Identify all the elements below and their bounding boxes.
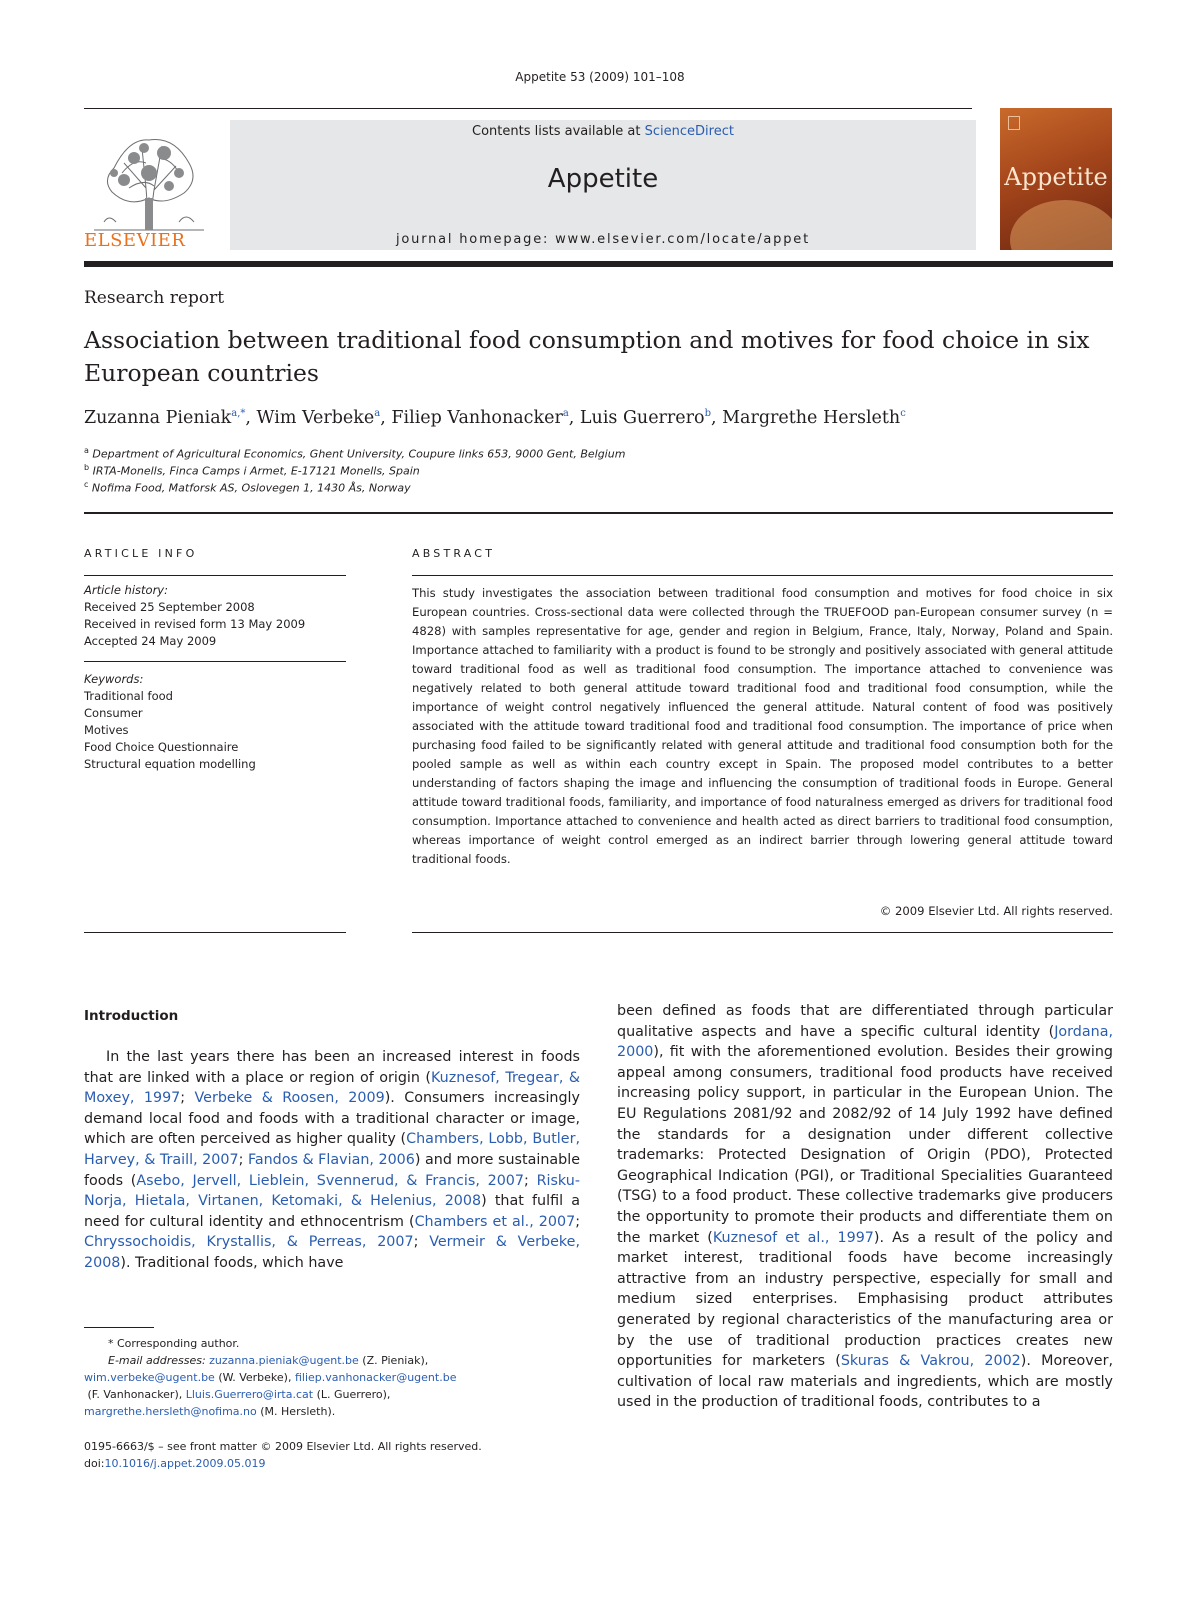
introduction-heading: Introduction <box>84 1008 179 1024</box>
abstract-rule <box>412 932 1113 933</box>
doi-label: doi: <box>84 1457 105 1470</box>
email-line <box>84 1386 584 1403</box>
cover-title: Appetite <box>1004 163 1108 191</box>
author-name[interactable]: Wim Verbeke <box>256 408 375 428</box>
citation-link[interactable]: Fandos & Flavian, 2006 <box>247 1151 415 1168</box>
author-name[interactable]: Filiep Vanhonacker <box>391 408 563 428</box>
author-separator: , <box>380 408 392 428</box>
email-owner: (M. Hersleth). <box>256 1405 336 1418</box>
keyword-item: Food Choice Questionnaire <box>84 740 239 754</box>
body-text: ; <box>238 1151 248 1168</box>
citation-link[interactable]: Chambers, Lobb, Butler, Harvey, & Traill, 2007 <box>84 1131 580 1168</box>
citation-link[interactable]: Skuras & Vakrou, 2002 <box>840 1353 1021 1370</box>
email-link[interactable]: filiep.vanhonacker@ugent.be <box>294 1371 457 1384</box>
history-item: Received in revised form 13 May 2009 <box>84 617 306 631</box>
history-item: Received 25 September 2008 <box>84 600 255 614</box>
affiliation-text: IRTA-Monells, Finca Camps i Armet, E-17121 Monells, Spain <box>92 464 420 478</box>
email-link[interactable]: zuzanna.pieniak@ugent.be <box>209 1354 359 1367</box>
email-line <box>84 1369 584 1386</box>
corresponding-author-footnote <box>84 1335 584 1420</box>
author-name[interactable]: Luis Guerrero <box>579 408 705 428</box>
keyword-item: Traditional food <box>84 689 173 703</box>
history-heading: Article history: <box>84 583 168 597</box>
corresponding-author-note: * Corresponding author. <box>108 1337 240 1350</box>
keyword-item: Consumer <box>84 706 143 720</box>
header-rule <box>84 108 972 109</box>
affiliation-text: Department of Agricultural Economics, Ghent University, Coupure links 653, 9000 Gent, Belgium <box>92 447 626 461</box>
body-text: ; <box>180 1090 195 1107</box>
body-text: been defined as foods that are differentiated through particular qualitative aspects and have a specific cultural identity ( <box>617 1003 1113 1040</box>
journal-homepage[interactable]: journal homepage: www.elsevier.com/locate/appet <box>396 232 810 247</box>
contents-line <box>230 124 976 139</box>
paper-title: Association between traditional food consumption and motives for food choice in six European countries <box>84 326 1090 387</box>
affiliation-marker: b <box>84 463 90 472</box>
body-text: ). Consumers increasingly demand local food and foods with a traditional character or image, which are often perceived as higher quality ( <box>84 1090 580 1148</box>
front-matter <box>84 1438 584 1472</box>
citation-link[interactable]: Asebo, Jervell, Lieblein, Svennerud, & Francis, 2007 <box>136 1172 525 1189</box>
introduction-left-column <box>84 1047 580 1274</box>
body-text: ). As a result of the policy and market interest, traditional foods have become increasingly attractive from an industry perspective, especially for small and medium sized enterprises. Emphasising product attributes generated by regional characteristics of the manufacturing area or by the use of traditional production practices creates new opportunities for marketers ( <box>617 1229 1113 1370</box>
body-text: ) that fulfil a need for cultural identity and ethnocentrism ( <box>84 1193 580 1230</box>
front-matter-line: 0195-6663/$ – see front matter © 2009 Elsevier Ltd. All rights reserved. <box>84 1440 482 1453</box>
history-item: Accepted 24 May 2009 <box>84 634 217 648</box>
masthead-rule <box>84 261 1113 267</box>
author-affiliation-marker[interactable]: b <box>704 408 711 420</box>
body-text: ). Traditional foods, which have <box>120 1254 344 1271</box>
affiliation-marker: a <box>84 446 89 455</box>
email-owner: (F. Vanhonacker), <box>87 1388 186 1401</box>
citation-link[interactable]: Kuznesof et al., 1997 <box>712 1229 874 1246</box>
introduction-paragraph <box>84 1047 580 1274</box>
abstract-label: ABSTRACT <box>412 547 496 560</box>
footnote-rule <box>84 1327 154 1328</box>
email-owner: (Z. Pieniak), <box>358 1354 429 1367</box>
email-line <box>84 1403 584 1420</box>
abstract-rule <box>412 575 1113 576</box>
citation-link[interactable]: Vermeir & Verbeke, 2008 <box>84 1234 580 1271</box>
email-link[interactable]: Lluis.Guerrero@irta.cat <box>185 1388 314 1401</box>
author-name[interactable]: Zuzanna Pieniak <box>84 408 232 428</box>
journal-citation: Appetite 53 (2009) 101–108 <box>515 70 685 84</box>
affiliation-text: Nofima Food, Matforsk AS, Oslovegen 1, 1430 Ås, Norway <box>91 481 411 495</box>
doi-line <box>84 1455 584 1472</box>
author-name[interactable]: Margrethe Hersleth <box>722 408 901 428</box>
journal-title: Appetite <box>547 164 659 194</box>
citation-link[interactable]: Chambers et al., 2007 <box>414 1213 576 1230</box>
citation-link[interactable]: Verbeke & Roosen, 2009 <box>194 1090 385 1107</box>
body-text: ; <box>524 1172 537 1189</box>
introduction-right-column <box>617 1001 1113 1413</box>
body-text: ; <box>575 1213 581 1230</box>
cover-emblem-icon <box>1008 116 1020 130</box>
author-affiliation-marker[interactable]: a <box>374 408 381 420</box>
author-list <box>84 408 1114 428</box>
journal-cover-image <box>1000 108 1112 250</box>
email-line <box>84 1352 584 1369</box>
sciencedirect-link[interactable]: ScienceDirect <box>644 124 734 139</box>
body-text: ), fit with the aforementioned evolution. Besides their growing appeal among consumers, traditional food products have received increasing policy support, in particular in the European Union. The EU Regulations 2081/92 and 2082/92 of 14 July 1992 have defined the standards for a designation under different collective trademarks: Protected Designation of Origin (PDO), Protected Geographical Indication (PGI), or Traditional Specialities Guaranteed (TSG) to a food product. These collective trademarks give producers the opportunity to promote their products and differentiate them on the market ( <box>617 1044 1113 1246</box>
email-label: E-mail addresses: <box>108 1354 210 1367</box>
keywords-heading: Keywords: <box>84 672 144 686</box>
article-info-rule <box>84 575 346 576</box>
affiliation <box>84 446 625 461</box>
abstract-text: This study investigates the association between traditional food consumption and motives for food choice in six European countries. Cross-sectional data were collected through the TRUEFOOD pan-European consumer survey (n = 4828) with samples representative for age, gender and region in Belgium, France, Italy, Norway, Poland and Spain. Importance attached to familiarity with a product is found to be strongly and positively associated with general attitude toward traditional food as well as traditional food consumption. The importance attached to convenience was negatively related to both general attitude toward traditional food and traditional food consumption, while the importance of weight control negatively influenced the general attitude. Natural content of food was positively associated with the attitude toward traditional food and traditional food consumption. The importance of price when purchasing food failed to be significantly related with general attitude and traditional food consumption both for the pooled sample as well as within each country except in Spain. The proposed model contributes to a better understanding of factors shaping the image and influencing the consumption of traditional foods in Europe. General attitude toward traditional foods, familiarity, and importance of food naturalness emerged as drivers for traditional food consumption. Importance attached to convenience and health acted as direct barriers to traditional food consumption, whereas importance of weight control emerged as an indirect barrier through lowering general attitude toward traditional foods. <box>412 586 1113 866</box>
author-affiliation-marker[interactable]: c <box>900 408 906 420</box>
keyword-item: Structural equation modelling <box>84 757 256 771</box>
journal-masthead <box>230 120 976 250</box>
author-separator: , <box>245 408 257 428</box>
citation-link[interactable]: Risku-Norja, Hietala, Virtanen, Ketomaki, & Helenius, 2008 <box>84 1172 580 1210</box>
body-text: In the last years there has been an increased interest in foods that are linked with a place or region of origin ( <box>84 1049 580 1086</box>
cover-decoration <box>1010 200 1112 250</box>
email-owner: (W. Verbeke), <box>214 1371 295 1384</box>
keywords <box>84 671 346 773</box>
affiliation <box>84 480 411 495</box>
article-history <box>84 582 346 650</box>
article-type: Research report <box>84 288 225 308</box>
email-link[interactable]: margrethe.hersleth@nofima.no <box>84 1405 257 1418</box>
affiliation-marker: c <box>84 480 89 489</box>
author-separator: , <box>568 408 580 428</box>
article-info-rule <box>84 661 346 662</box>
author-separator: , <box>710 408 723 428</box>
article-info-label: ARTICLE INFO <box>84 547 198 560</box>
section-rule <box>84 512 1113 514</box>
article-info-rule <box>84 932 346 933</box>
doi-link[interactable]: 10.1016/j.appet.2009.05.019 <box>104 1457 266 1470</box>
author-affiliation-marker[interactable]: a,* <box>231 408 246 420</box>
citation-link[interactable]: Chryssochoidis, Krystallis, & Perreas, 2007 <box>84 1234 414 1251</box>
citation-link[interactable]: Kuznesof, Tregear, & Moxey, 1997 <box>84 1069 580 1107</box>
citation-link[interactable]: Jordana, 2000 <box>617 1023 1113 1061</box>
abstract-copyright: © 2009 Elsevier Ltd. All rights reserved. <box>879 904 1113 918</box>
body-text: ) and more sustainable foods ( <box>84 1151 580 1189</box>
author-affiliation-marker[interactable]: a <box>562 408 569 420</box>
elsevier-wordmark: ELSEVIER <box>84 230 186 251</box>
body-text: ; <box>413 1234 430 1251</box>
body-text: ). Moreover, cultivation of local raw materials and ingredients, which are mostly used in the production of traditional foods, contributes to a <box>617 1353 1113 1411</box>
email-owner: (L. Guerrero), <box>313 1388 391 1401</box>
email-link[interactable]: wim.verbeke@ugent.be <box>84 1371 215 1384</box>
contents-prefix: Contents lists available at <box>472 124 645 139</box>
keyword-item: Motives <box>84 723 129 737</box>
affiliation <box>84 463 420 478</box>
